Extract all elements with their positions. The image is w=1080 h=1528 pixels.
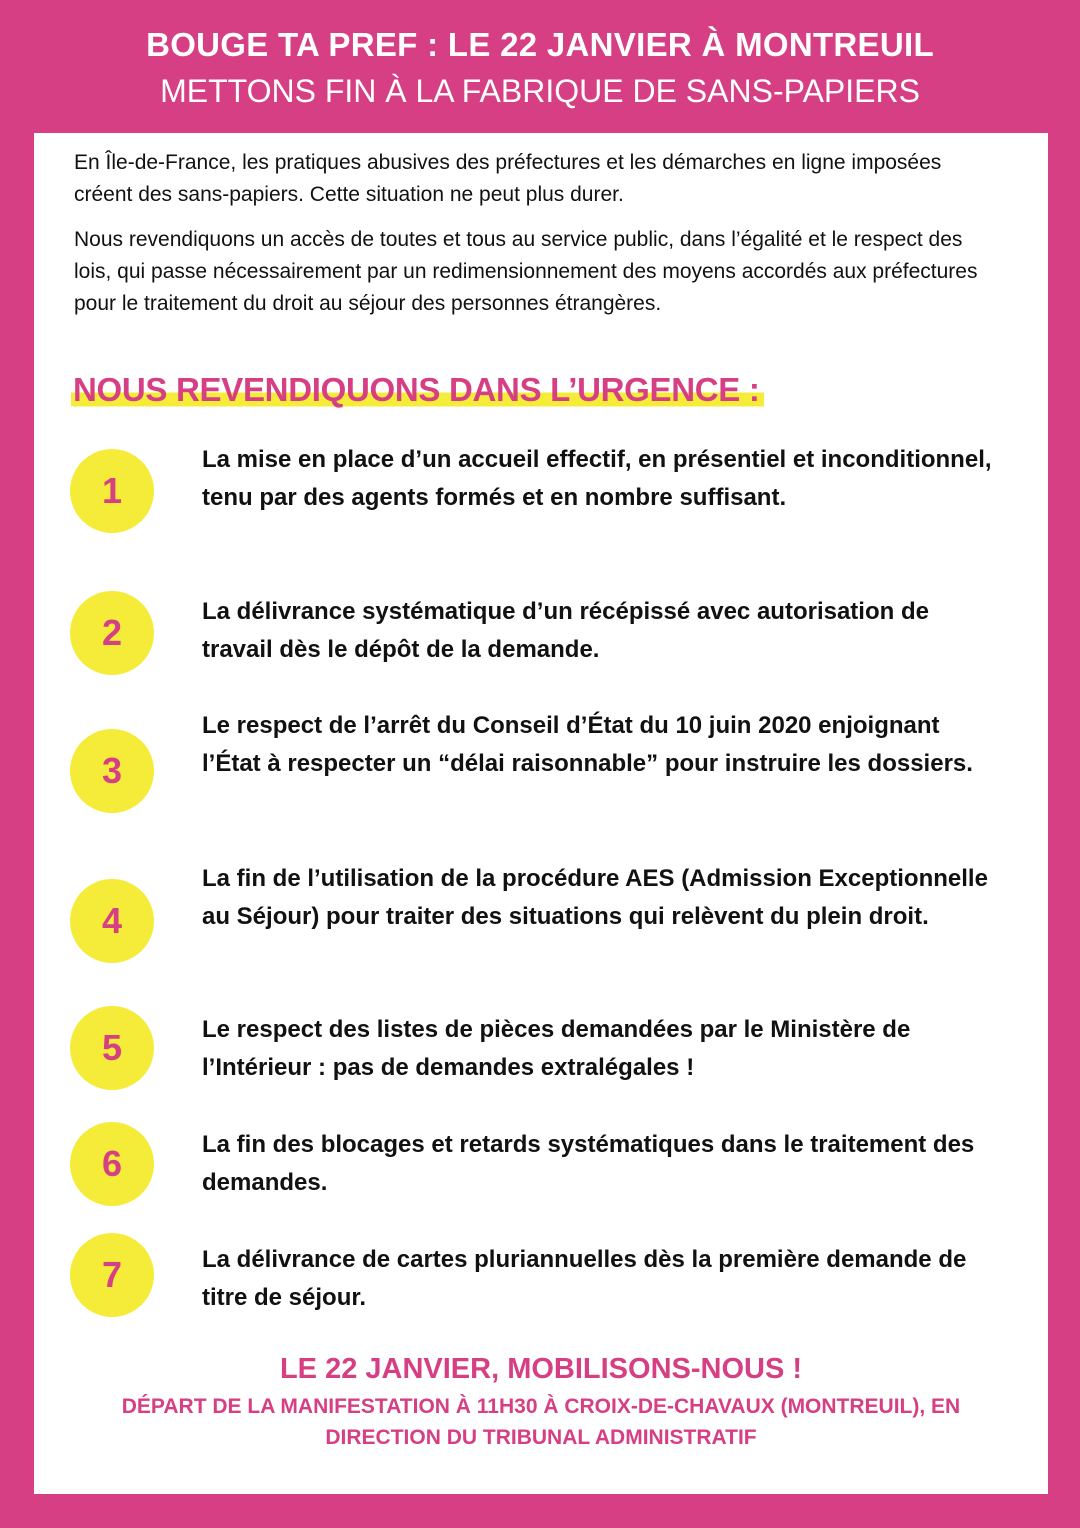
demand-text: Le respect de l’arrêt du Conseil d’État du 10 juin 2020 enjoignant l’État à respecter un “délai raisonnable” pour instruire les dossiers.	[202, 712, 973, 777]
demand-text: Le respect des listes de pièces demandées par le Ministère de l’Intérieur : pas de demandes extralégales !	[202, 1016, 911, 1081]
footer	[34, 1349, 1048, 1453]
intro-paragraph-1: En Île-de-France, les pratiques abusives des préfectures et les démarches en ligne imposées créent des sans-papiers. Cette situation ne peut plus durer.	[74, 151, 942, 206]
footer-title: LE 22 JANVIER, MOBILISONS-NOUS !	[279, 1353, 803, 1385]
intro-paragraph-2: Nous revendiquons un accès de toutes et tous au service public, dans l’égalité et le respect des lois, qui passe nécessairement par un redimensionnement des moyens accordés aux préfectures pour le traitement du droit au séjour des personnes étrangères.	[74, 228, 978, 315]
demand-text: La délivrance systématique d’un récépissé avec autorisation de travail dès le dépôt de la demande.	[202, 598, 929, 663]
section-heading-text: NOUS REVENDIQUONS DANS L’URGENCE :	[71, 371, 764, 408]
demand-number-badge: 3	[70, 729, 154, 813]
demand-text: La fin de l’utilisation de la procédure AES (Admission Exceptionnelle au Séjour) pour traiter des situations qui relèvent du plein droit.	[202, 865, 988, 930]
page-subtitle: METTONS FIN À LA FABRIQUE DE SANS-PAPIERS	[160, 73, 920, 109]
content-card	[34, 133, 1048, 1494]
demand-number-badge: 1	[70, 449, 154, 533]
demand-text: La fin des blocages et retards systématiques dans le traitement des demandes.	[202, 1131, 975, 1196]
intro	[74, 147, 1004, 320]
demand-number-badge: 7	[70, 1233, 154, 1317]
demand-number-badge: 2	[70, 591, 154, 675]
header	[0, 22, 1080, 114]
section-heading	[71, 373, 764, 407]
demand-number-badge: 4	[70, 879, 154, 963]
footer-subtitle: DÉPART DE LA MANIFESTATION À 11H30 À CROIX-DE-CHAVAUX (MONTREUIL), EN DIRECTION DU TRIBUNAL ADMINISTRATIF	[121, 1395, 961, 1449]
demand-text: La délivrance de cartes pluriannuelles dès la première demande de titre de séjour.	[202, 1246, 967, 1311]
demand-number-badge: 5	[70, 1006, 154, 1090]
page-title: BOUGE TA PREF : LE 22 JANVIER À MONTREUIL	[146, 26, 934, 63]
demand-text: La mise en place d’un accueil effectif, en présentiel et inconditionnel, tenu par des agents formés et en nombre suffisant.	[202, 446, 992, 511]
demand-number-badge: 6	[70, 1122, 154, 1206]
